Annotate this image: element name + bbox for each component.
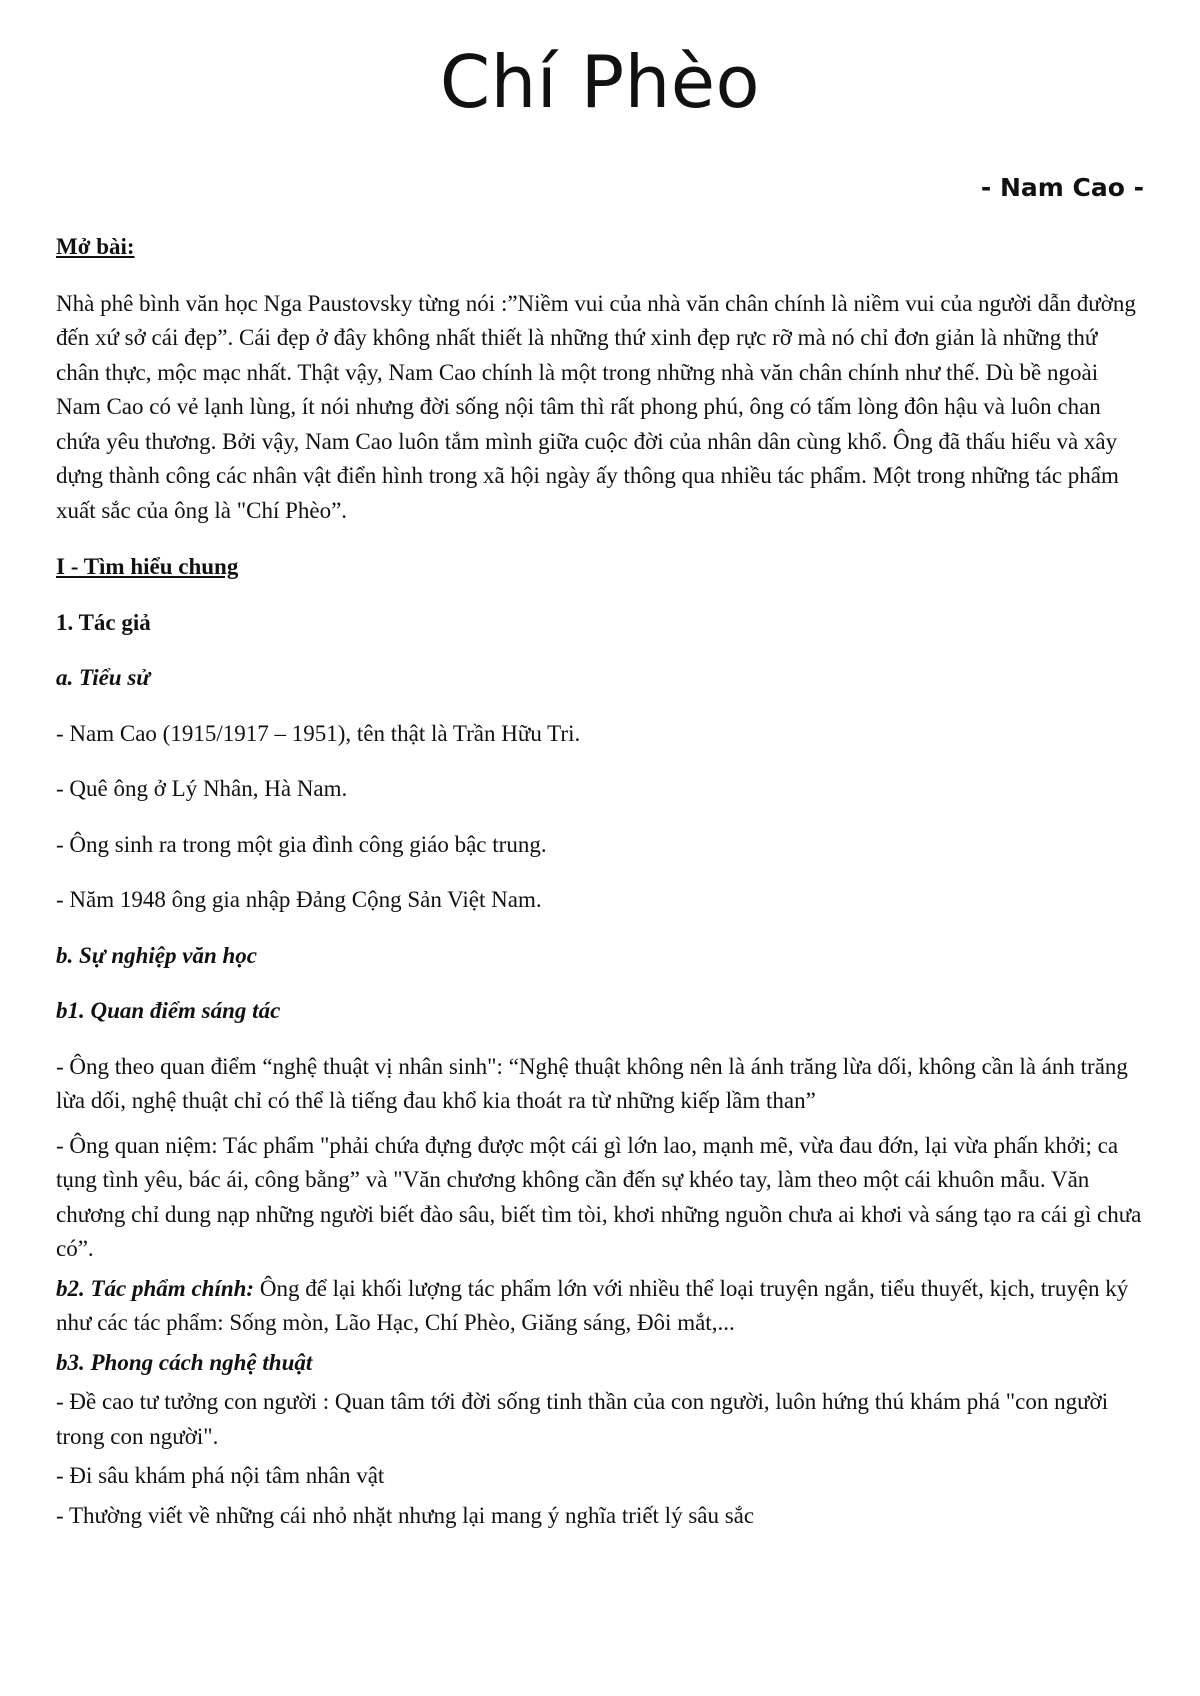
- document-body: [56, 230, 1144, 1533]
- main-works-paragraph: [56, 1272, 1144, 1341]
- subsection-main-works: b2. Tác phẩm chính:: [56, 1275, 255, 1301]
- bio-item: - Nam Cao (1915/1917 – 1951), tên thật là Trần Hữu Tri.: [56, 720, 581, 746]
- bio-item: - Quê ông ở Lý Nhân, Hà Nam.: [56, 776, 348, 801]
- style-item: - Đề cao tư tưởng con người : Quan tâm tới đời sống tinh thần của con người, luôn hứng thú khám phá "con người trong con người".: [56, 1389, 1109, 1449]
- bio-item: - Năm 1948 ông gia nhập Đảng Cộng Sản Việt Nam.: [56, 887, 542, 912]
- subsection-biography: a. Tiểu sử: [56, 665, 151, 690]
- viewpoint-paragraph: - Ông quan niệm: Tác phẩm "phải chứa đựng được một cái gì lớn lao, mạnh mẽ, vừa đau đớn, lại vừa phấn khởi; ca tụng tình yêu, bác ái, công bằng” và "Văn chương không cần đến sự khéo tay, làm theo một cái khuôn mẫu. Văn chương chỉ dung nạp những người biết đào sâu, biết tìm tòi, khơi những nguồn chưa ai khơi và sáng tạo ra cái gì chưa có”.: [56, 1132, 1142, 1261]
- viewpoint-paragraph: - Ông theo quan điểm “nghệ thuật vị nhân sinh": “Nghệ thuật không nên là ánh trăng lừa dối, không cần là ánh trăng lừa dối, nghệ thuật chỉ có thể là tiếng đau khổ kia thoát ra từ những kiếp lầm than”: [56, 1053, 1128, 1113]
- author-line: - Nam Cao -: [980, 173, 1144, 202]
- subsection-viewpoint: b1. Quan điểm sáng tác: [56, 998, 281, 1023]
- style-item: - Đi sâu khám phá nội tâm nhân vật: [56, 1463, 385, 1488]
- subsection-career: b. Sự nghiệp văn học: [56, 942, 258, 968]
- subsection-style: b3. Phong cách nghệ thuật: [56, 1349, 313, 1375]
- style-item: - Thường viết về những cái nhỏ nhặt nhưng lại mang ý nghĩa triết lý sâu sắc: [56, 1502, 755, 1528]
- page-title: Chí Phèo: [439, 40, 761, 124]
- section-heading: I - Tìm hiểu chung: [56, 554, 239, 579]
- mo-bai-heading: Mở bài:: [56, 234, 135, 259]
- mo-bai-paragraph: Nhà phê bình văn học Nga Paustovsky từng nói :”Niềm vui của nhà văn chân chính là niềm vui của người dẫn đường đến xứ sở cái đẹp”. Cái đẹp ở đây không nhất thiết là những thứ xinh đẹp rực rỡ mà nó chỉ đơn giản là những thứ chân thực, mộc mạc nhất. Thật vậy, Nam Cao chính là một trong những nhà văn chân chính như thế. Dù bề ngoài Nam Cao có vẻ lạnh lùng, ít nói nhưng đời sống nội tâm thì rất phong phú, ông có tấm lòng đôn hậu và luôn chan chứa yêu thương. Bởi vậy, Nam Cao luôn tắm mình giữa cuộc đời của nhân dân cùng khổ. Ông đã thấu hiểu và xây dựng thành công các nhân vật điển hình trong xã hội ngày ấy thông qua nhiều tác phẩm. Một trong những tác phẩm xuất sắc của ông là "Chí Phèo”.: [56, 290, 1136, 523]
- main-works-text: Ông để lại khối lượng tác phẩm lớn với nhiều thể loại truyện ngắn, tiểu thuyết, kịch, truyện ký như các tác phẩm: Sống mòn, Lão Hạc, Chí Phèo, Giăng sáng, Đôi mắt,...: [56, 1275, 1129, 1335]
- bio-item: - Ông sinh ra trong một gia đình công giáo bậc trung.: [56, 831, 547, 857]
- subsection-author: 1. Tác giả: [56, 609, 151, 635]
